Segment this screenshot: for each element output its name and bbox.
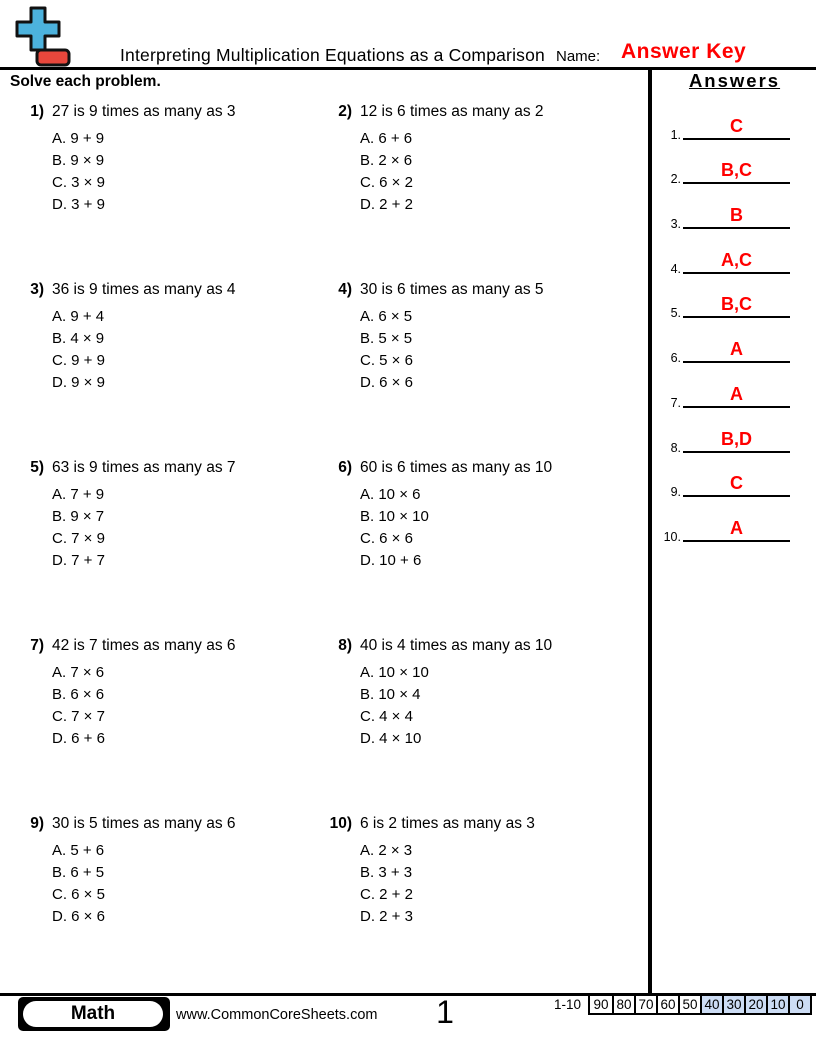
answer-value: A: [730, 339, 743, 360]
question-line: [10, 459, 310, 477]
options: [360, 840, 618, 928]
answer-value: B,C: [721, 160, 752, 181]
score-cell: 10: [766, 996, 788, 1013]
option-b: B. 10 × 10: [360, 508, 429, 525]
name-label: Name:: [556, 48, 601, 65]
option-c: C. 6 × 5: [52, 886, 105, 903]
option-a: A. 10 × 6: [360, 486, 421, 503]
problem-2: [318, 103, 618, 216]
option-c: C. 5 × 6: [360, 352, 413, 369]
options: [360, 662, 618, 750]
problem-4: [318, 281, 618, 394]
question-text: 60 is 6 times as many as 10: [360, 459, 553, 476]
options: [52, 840, 310, 928]
option-b: B. 9 × 9: [52, 152, 105, 169]
option-b: B. 2 × 6: [360, 152, 413, 169]
problem-number: 6): [338, 459, 352, 476]
answer-item-7: [653, 372, 816, 417]
question-line: [10, 103, 310, 121]
question-text: 6 is 2 times as many as 3: [360, 815, 535, 832]
problem-number: 2): [338, 103, 352, 120]
option-a: A. 9 + 4: [52, 308, 105, 325]
question-text: 36 is 9 times as many as 4: [52, 281, 236, 298]
answer-item-8: [653, 417, 816, 462]
answer-blank-line: [683, 294, 790, 318]
answer-blank-line: [683, 160, 790, 184]
option-c: C. 7 × 9: [52, 530, 105, 547]
score-cell: 60: [656, 996, 678, 1013]
score-table-row: [554, 994, 812, 1015]
answer-number: 3.: [670, 217, 681, 232]
question-line: [318, 281, 618, 299]
option-d: D. 4 × 10: [360, 730, 422, 747]
option-d: D. 6 + 6: [52, 730, 105, 747]
name-value-answer-key: Answer Key: [621, 40, 747, 63]
answer-item-4: [653, 238, 816, 283]
question-text: 63 is 9 times as many as 7: [52, 459, 236, 476]
problem-number: 1): [30, 103, 44, 120]
option-b: B. 6 × 6: [52, 686, 105, 703]
answer-value: A,C: [721, 249, 752, 270]
answer-blank-line: [683, 384, 790, 408]
option-b: B. 4 × 9: [52, 330, 105, 347]
problem-9: [10, 815, 310, 928]
answer-value: B,C: [721, 294, 752, 315]
question-line: [318, 637, 618, 655]
option-c: C. 2 + 2: [360, 886, 413, 903]
problem-number: 3): [30, 281, 44, 298]
instructions: Solve each problem.: [10, 73, 161, 90]
problem-number: 9): [30, 815, 44, 832]
option-d: D. 3 + 9: [52, 196, 105, 213]
score-range-label: 1-10: [553, 997, 581, 1012]
answer-item-1: [653, 104, 816, 149]
problem-number: 4): [338, 281, 352, 298]
website-url: www.CommonCoreSheets.com: [176, 1007, 378, 1023]
option-a: A. 5 + 6: [52, 842, 105, 859]
score-cell: 40: [700, 996, 722, 1013]
problem-8: [318, 637, 618, 750]
answer-value: A: [730, 383, 743, 404]
problem-number: 8): [338, 637, 352, 654]
answer-item-6: [653, 327, 816, 372]
answer-value: B: [730, 205, 743, 226]
option-a: A. 9 + 9: [52, 130, 105, 147]
option-b: B. 9 × 7: [52, 508, 105, 525]
question-text: 30 is 6 times as many as 5: [360, 281, 544, 298]
plus-icon: [17, 8, 59, 50]
answer-number: 10.: [663, 529, 681, 544]
option-a: A. 7 × 6: [52, 664, 105, 681]
option-c: C. 4 × 4: [360, 708, 413, 725]
question-line: [318, 103, 618, 121]
option-d: D. 6 × 6: [360, 374, 413, 391]
answer-number: 7.: [670, 395, 681, 410]
answer-blank-line: [683, 250, 790, 274]
option-a: A. 6 + 6: [360, 130, 413, 147]
answer-value: C: [730, 473, 743, 494]
question-line: [318, 815, 618, 833]
answer-item-5: [653, 283, 816, 328]
option-a: A. 7 + 9: [52, 486, 105, 503]
option-b: B. 3 + 3: [360, 864, 413, 881]
option-c: C. 6 × 2: [360, 174, 413, 191]
commoncoresheets-logo-icon: [14, 6, 72, 73]
answer-item-2: [653, 149, 816, 194]
answer-number: 9.: [670, 485, 681, 500]
option-d: D. 7 + 7: [52, 552, 105, 569]
answer-number: 1.: [670, 127, 681, 142]
option-d: D. 6 × 6: [52, 908, 105, 925]
problem-5: [10, 459, 310, 572]
option-d: D. 10 + 6: [360, 552, 422, 569]
score-cell: 0: [788, 996, 810, 1013]
answer-value: A: [730, 517, 743, 538]
answer-blank-line: [683, 339, 790, 363]
options: [360, 484, 618, 572]
option-d: D. 2 + 2: [360, 196, 413, 213]
options: [360, 306, 618, 394]
problem-7: [10, 637, 310, 750]
answer-value: B,D: [721, 428, 752, 449]
options: [52, 128, 310, 216]
answers-heading: Answers: [688, 70, 781, 91]
answer-blank-line: [683, 429, 790, 453]
subject-label: Math: [23, 1001, 163, 1027]
answer-blank-line: [683, 473, 790, 497]
answer-number: 8.: [670, 440, 681, 455]
worksheet-title: Interpreting Multiplication Equations as a Comparison: [120, 45, 545, 65]
options: [360, 128, 618, 216]
options: [52, 662, 310, 750]
score-cell: 80: [612, 996, 634, 1013]
problem-1: [10, 103, 310, 216]
answers-list: [653, 104, 816, 551]
answer-blank-line: [683, 518, 790, 542]
option-c: C. 3 × 9: [52, 174, 105, 191]
option-c: C. 6 × 6: [360, 530, 413, 547]
score-cell: 70: [634, 996, 656, 1013]
option-b: B. 6 + 5: [52, 864, 105, 881]
answer-item-3: [653, 193, 816, 238]
problem-number: 7): [30, 637, 44, 654]
score-cell: 50: [678, 996, 700, 1013]
subject-badge: [18, 997, 170, 1031]
problem-6: [318, 459, 618, 572]
eraser-rect-icon: [37, 50, 69, 65]
score-cell: 90: [593, 997, 609, 1012]
option-a: A. 6 × 5: [360, 308, 413, 325]
option-a: A. 10 × 10: [360, 664, 429, 681]
problem-10: [318, 815, 618, 928]
score-cell: 20: [744, 996, 766, 1013]
question-text: 30 is 5 times as many as 6: [52, 815, 236, 832]
option-d: D. 9 × 9: [52, 374, 105, 391]
answer-item-9: [653, 462, 816, 507]
option-c: C. 7 × 7: [52, 708, 105, 725]
page-number: 1: [436, 994, 454, 1030]
question-line: [318, 459, 618, 477]
score-table: [588, 994, 812, 1015]
answer-number: 4.: [670, 261, 681, 276]
option-c: C. 9 + 9: [52, 352, 105, 369]
answer-value: C: [730, 115, 743, 136]
question-line: [10, 281, 310, 299]
score-cell: 30: [722, 996, 744, 1013]
options: [52, 306, 310, 394]
option-d: D. 2 + 3: [360, 908, 413, 925]
answer-number: 5.: [670, 306, 681, 321]
answer-blank-line: [683, 116, 790, 140]
question-text: 42 is 7 times as many as 6: [52, 637, 236, 654]
column-divider: [648, 70, 652, 995]
problem-number: 5): [30, 459, 44, 476]
question-line: [10, 637, 310, 655]
option-b: B. 5 × 5: [360, 330, 413, 347]
answer-number: 2.: [670, 172, 681, 187]
problem-3: [10, 281, 310, 394]
question-text: 40 is 4 times as many as 10: [360, 637, 553, 654]
option-a: A. 2 × 3: [360, 842, 413, 859]
option-b: B. 10 × 4: [360, 686, 421, 703]
question-line: [10, 815, 310, 833]
answer-item-10: [653, 506, 816, 551]
question-text: 27 is 9 times as many as 3: [52, 103, 236, 120]
answer-blank-line: [683, 205, 790, 229]
question-text: 12 is 6 times as many as 2: [360, 103, 544, 120]
answer-number: 6.: [670, 351, 681, 366]
problem-number: 10): [329, 815, 352, 832]
options: [52, 484, 310, 572]
